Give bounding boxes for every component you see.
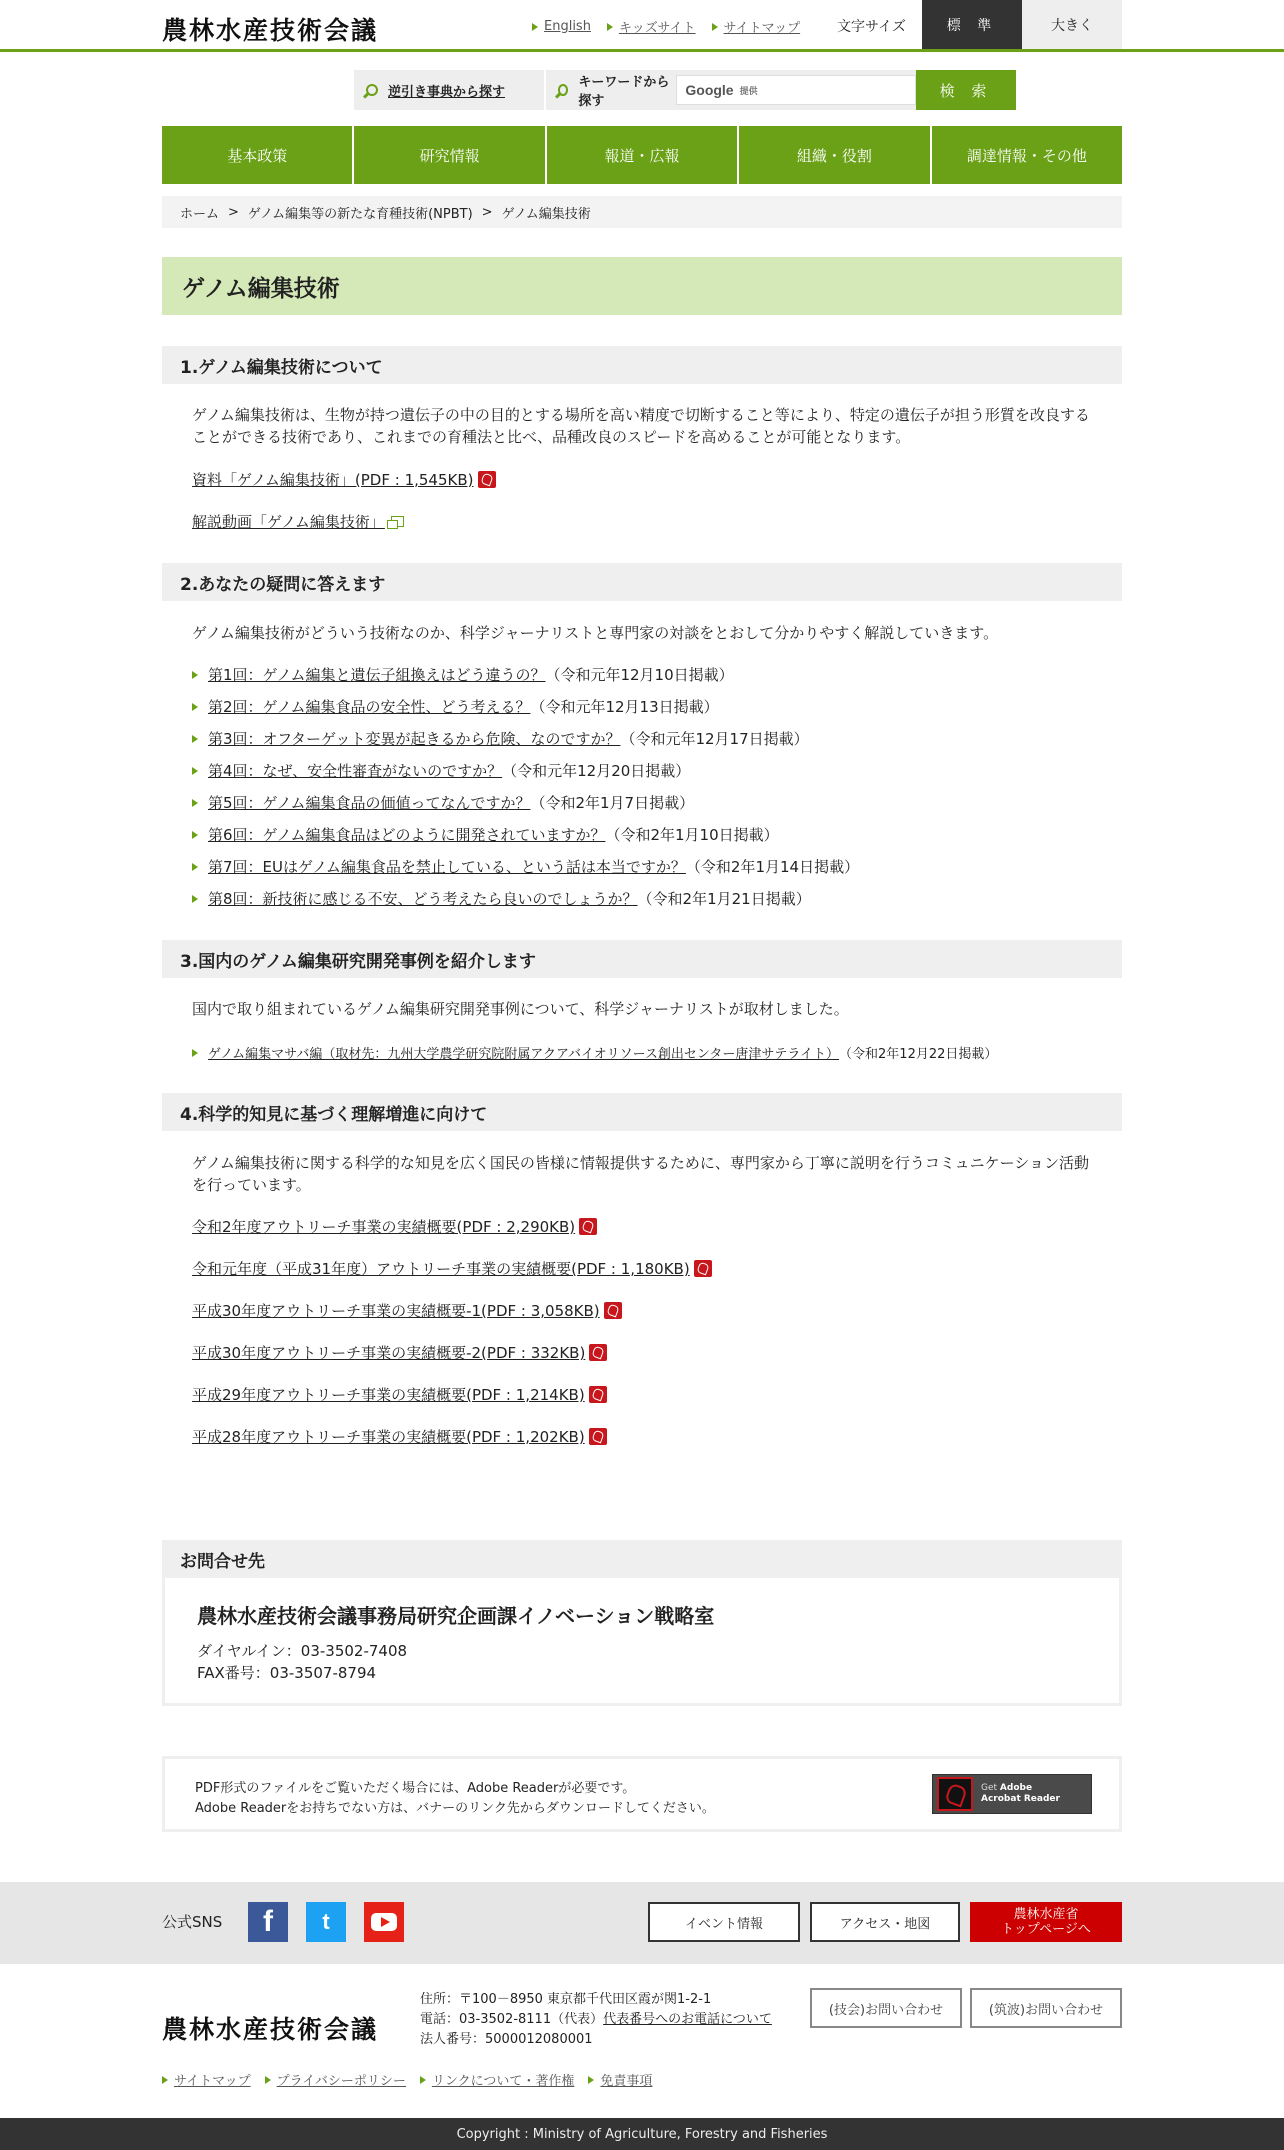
- section-heading-4: 4.科学的知見に基づく理解増進に向けて: [162, 1093, 1122, 1131]
- qa-link-6[interactable]: 第6回：ゲノム編集食品はどのように開発されていますか？: [208, 826, 606, 844]
- search-icon: [366, 84, 378, 96]
- list-item: 第2回：ゲノム編集食品の安全性、どう考える？ （令和元年12月13日掲載）: [192, 696, 719, 717]
- outreach-r2-pdf-link[interactable]: 令和2年度アウトリーチ事業の実績概要(PDF : 2,290KB): [192, 1218, 576, 1236]
- header-link-english[interactable]: English: [532, 17, 591, 36]
- contact-box: [162, 1578, 1122, 1706]
- pdf-icon: [589, 1386, 607, 1403]
- footer-logo[interactable]: 農林水産技術会議: [162, 2015, 379, 2044]
- outreach-h28-pdf-link[interactable]: 平成28年度アウトリーチ事業の実績概要(PDF : 1,202KB): [192, 1428, 585, 1446]
- list-item: ゲノム編集マサバ編（取材先：九州大学農学研究院附属アクアバイオリソース創出センター唐津サテライト） （令和2年12月22日掲載）: [192, 1043, 997, 1062]
- contact-fax: FAX番号：03-3507-8794: [197, 1664, 377, 1682]
- pdf-icon: [589, 1428, 607, 1445]
- nav-procurement[interactable]: 調達情報・その他: [932, 126, 1122, 184]
- doc-link-row: [192, 469, 496, 490]
- footer-links: [162, 2070, 666, 2089]
- arrow-icon: [420, 2076, 426, 2084]
- site-logo[interactable]: 農林水産技術会議: [162, 16, 379, 45]
- arrow-icon: [192, 671, 198, 679]
- genome-video-link[interactable]: 解説動画「ゲノム編集技術」: [192, 513, 385, 531]
- arrow-icon: [192, 895, 198, 903]
- get-adobe-reader-banner[interactable]: Get Adobe Acrobat Reader: [932, 1774, 1092, 1814]
- external-link-icon: [391, 516, 404, 527]
- search-bar: [354, 70, 1016, 110]
- section-3-text: 国内で取り組まれているゲノム編集研究開発事例について、科学ジャーナリストが取材しました。: [192, 1000, 849, 1018]
- arrow-icon: [265, 2076, 271, 2084]
- arrow-icon: [192, 799, 198, 807]
- outreach-row: [192, 1258, 712, 1279]
- global-nav: [162, 126, 1122, 184]
- outreach-row: [192, 1426, 607, 1447]
- outreach-row: [192, 1384, 607, 1405]
- arrow-icon: [192, 767, 198, 775]
- google-logo: Google: [685, 82, 734, 98]
- access-map-button[interactable]: アクセス・地図: [810, 1902, 960, 1942]
- inquiry-gikai-button[interactable]: (技会)お問い合わせ: [810, 1988, 962, 2028]
- arrow-icon: [588, 2076, 594, 2084]
- arrow-icon: [712, 23, 718, 31]
- font-size-large-button[interactable]: 大きく: [1022, 0, 1122, 49]
- list-item: 第3回：オフターゲット変異が起きるから危険、なのですか？ （令和元年12月17日掲載）: [192, 728, 809, 749]
- footer-link-copyright[interactable]: リンクについて・著作権: [420, 2070, 574, 2089]
- outreach-row: [192, 1342, 607, 1363]
- acrobat-icon: [937, 1777, 973, 1811]
- nav-research-info[interactable]: 研究情報: [354, 126, 544, 184]
- genome-doc-pdf-link[interactable]: 資料「ゲノム編集技術」(PDF : 1,545KB): [192, 471, 474, 489]
- qa-link-4[interactable]: 第4回：なぜ、安全性審査がないのですか？: [208, 762, 503, 780]
- arrow-icon: [192, 1049, 198, 1057]
- search-icon: [558, 84, 568, 96]
- qa-link-7[interactable]: 第7回：EUはゲノム編集食品を禁止している、という話は本当ですか？: [208, 858, 686, 876]
- pdf-icon: [478, 471, 496, 488]
- outreach-h29-pdf-link[interactable]: 平成29年度アウトリーチ事業の実績概要(PDF : 1,214KB): [192, 1386, 585, 1404]
- list-item: 第5回：ゲノム編集食品の価値ってなんですか？ （令和2年1月7日掲載）: [192, 792, 694, 813]
- sns-label: 公式SNS: [162, 1913, 223, 1931]
- footer-band: [0, 1882, 1284, 1964]
- reverse-dictionary-link[interactable]: 逆引き事典から探す: [354, 70, 544, 110]
- search-input[interactable]: Google 提供: [676, 75, 916, 105]
- footer-link-disclaimer[interactable]: 免責事項: [588, 2070, 652, 2089]
- breadcrumb: ホーム > ゲノム編集等の新たな育種技術(NPBT) > ゲノム編集技術: [162, 196, 1122, 228]
- copyright: Copyright : Ministry of Agriculture, Forestry and Fisheries: [0, 2118, 1284, 2150]
- maff-top-button[interactable]: 農林水産省 トップページへ: [970, 1902, 1122, 1942]
- section-heading-3: 3.国内のゲノム編集研究開発事例を紹介します: [162, 940, 1122, 978]
- header-link-kids[interactable]: キッズサイト: [607, 17, 696, 36]
- section-heading-2: 2.あなたの疑問に答えます: [162, 563, 1122, 601]
- site-header: [0, 0, 1284, 52]
- outreach-row: [192, 1300, 622, 1321]
- qa-link-8[interactable]: 第8回：新技術に感じる不安、どう考えたら良いのでしょうか？: [208, 890, 638, 908]
- nav-press[interactable]: 報道・広報: [547, 126, 737, 184]
- font-size-label: 文字サイズ: [837, 19, 906, 35]
- breadcrumb-npbt[interactable]: ゲノム編集等の新たな育種技術(NPBT): [247, 206, 473, 222]
- pdf-icon: [579, 1218, 597, 1235]
- footer-link-sitemap[interactable]: サイトマップ: [162, 2070, 251, 2089]
- arrow-icon: [192, 831, 198, 839]
- arrow-icon: [192, 863, 198, 871]
- contact-heading: お問合せ先: [162, 1540, 1122, 1578]
- section-1-text: ゲノム編集技術は、生物が持つ遺伝子の中の目的とする場所を高い精度で切断すること等により、特定の遺伝子が担う形質を改良することができる技術であり、これまでの育種法と比べ、品種改良のスピードを高めることが可能となります。: [192, 406, 1090, 446]
- arrow-icon: [162, 2076, 168, 2084]
- pdf-icon: [694, 1260, 712, 1277]
- list-item: 第7回：EUはゲノム編集食品を禁止している、という話は本当ですか？ （令和2年1月14日掲載）: [192, 856, 859, 877]
- youtube-icon[interactable]: [364, 1902, 404, 1942]
- nav-basic-policy[interactable]: 基本政策: [162, 126, 352, 184]
- header-link-sitemap[interactable]: サイトマップ: [712, 17, 801, 36]
- section-heading-1: 1.ゲノム編集技術について: [162, 346, 1122, 384]
- footer-address: 住所：〒100－8950 東京都千代田区霞が関1-2-1 電話：03-3502-8111（代表）代表番号へのお電話について 法人番号：5000012080001: [420, 1992, 772, 2047]
- qa-link-5[interactable]: 第5回：ゲノム編集食品の価値ってなんですか？: [208, 794, 531, 812]
- twitter-icon[interactable]: t: [306, 1902, 346, 1942]
- font-size-standard-button[interactable]: 標 準: [922, 0, 1022, 49]
- outreach-h30-2-pdf-link[interactable]: 平成30年度アウトリーチ事業の実績概要-2(PDF : 332KB): [192, 1344, 586, 1362]
- breadcrumb-current: ゲノム編集技術: [501, 206, 591, 222]
- nav-organization[interactable]: 組織・役割: [739, 126, 929, 184]
- facebook-icon[interactable]: f: [248, 1902, 288, 1942]
- page-title: ゲノム編集技術: [162, 257, 1122, 315]
- inquiry-tsukuba-button[interactable]: (筑波)お問い合わせ: [970, 1988, 1122, 2028]
- outreach-row: [192, 1216, 597, 1237]
- arrow-icon: [607, 23, 613, 31]
- footer-link-privacy[interactable]: プライバシーポリシー: [265, 2070, 406, 2089]
- pdf-icon: [589, 1344, 607, 1361]
- video-link-row: [192, 511, 404, 532]
- qa-link-1[interactable]: 第1回：ゲノム編集と遺伝子組換えはどう違うの？: [208, 666, 546, 684]
- outreach-h30-1-pdf-link[interactable]: 平成30年度アウトリーチ事業の実績概要-1(PDF : 3,058KB): [192, 1302, 600, 1320]
- section-2-text: ゲノム編集技術がどういう技術なのか、科学ジャーナリストと専門家の対談をとおして分かりやすく解説していきます。: [192, 624, 999, 642]
- adobe-reader-notice: PDF形式のファイルをご覧いただく場合には、Adobe Readerが必要です。 Adobe Readerをお持ちでない方は、バナーのリンク先からダウンロードしてください。 Get Adobe Acrobat Reader: [162, 1756, 1122, 1832]
- arrow-icon: [192, 735, 198, 743]
- arrow-icon: [532, 23, 538, 31]
- outreach-r1-pdf-link[interactable]: 令和元年度（平成31年度）アウトリーチ事業の実績概要(PDF : 1,180KB): [192, 1260, 690, 1278]
- arrow-icon: [192, 703, 198, 711]
- search-button[interactable]: 検 索: [916, 70, 1016, 110]
- event-info-button[interactable]: イベント情報: [648, 1902, 800, 1942]
- list-item: 第8回：新技術に感じる不安、どう考えたら良いのでしょうか？ （令和2年1月21日掲載）: [192, 888, 811, 909]
- section-4-text: ゲノム編集技術に関する科学的な知見を広く国民の皆様に情報提供するために、専門家から丁寧に説明を行うコミュニケーション活動を行っています。: [192, 1154, 1090, 1194]
- contact-dial: ダイヤルイン：03-3502-7408: [197, 1642, 408, 1660]
- qa-link-3[interactable]: 第3回：オフターゲット変異が起きるから危険、なのですか？: [208, 730, 621, 748]
- list-item: 第4回：なぜ、安全性審査がないのですか？ （令和元年12月20日掲載）: [192, 760, 690, 781]
- qa-link-2[interactable]: 第2回：ゲノム編集食品の安全性、どう考える？: [208, 698, 531, 716]
- case-mackerel-link[interactable]: ゲノム編集マサバ編（取材先：九州大学農学研究院附属アクアバイオリソース創出センター唐津サテライト）: [208, 1047, 840, 1062]
- contact-org: 農林水産技術会議事務局研究企画課イノベーション戦略室: [197, 1604, 715, 1628]
- breadcrumb-home[interactable]: ホーム: [180, 206, 220, 222]
- header-links: [532, 17, 816, 36]
- phone-info-link[interactable]: 代表番号へのお電話について: [603, 2012, 772, 2027]
- pdf-icon: [604, 1302, 622, 1319]
- list-item: 第6回：ゲノム編集食品はどのように開発されていますか？ （令和2年1月10日掲載）: [192, 824, 779, 845]
- keyword-search: キーワードから探す Google 提供: [546, 70, 916, 110]
- list-item: 第1回：ゲノム編集と遺伝子組換えはどう違うの？ （令和元年12月10日掲載）: [192, 664, 734, 685]
